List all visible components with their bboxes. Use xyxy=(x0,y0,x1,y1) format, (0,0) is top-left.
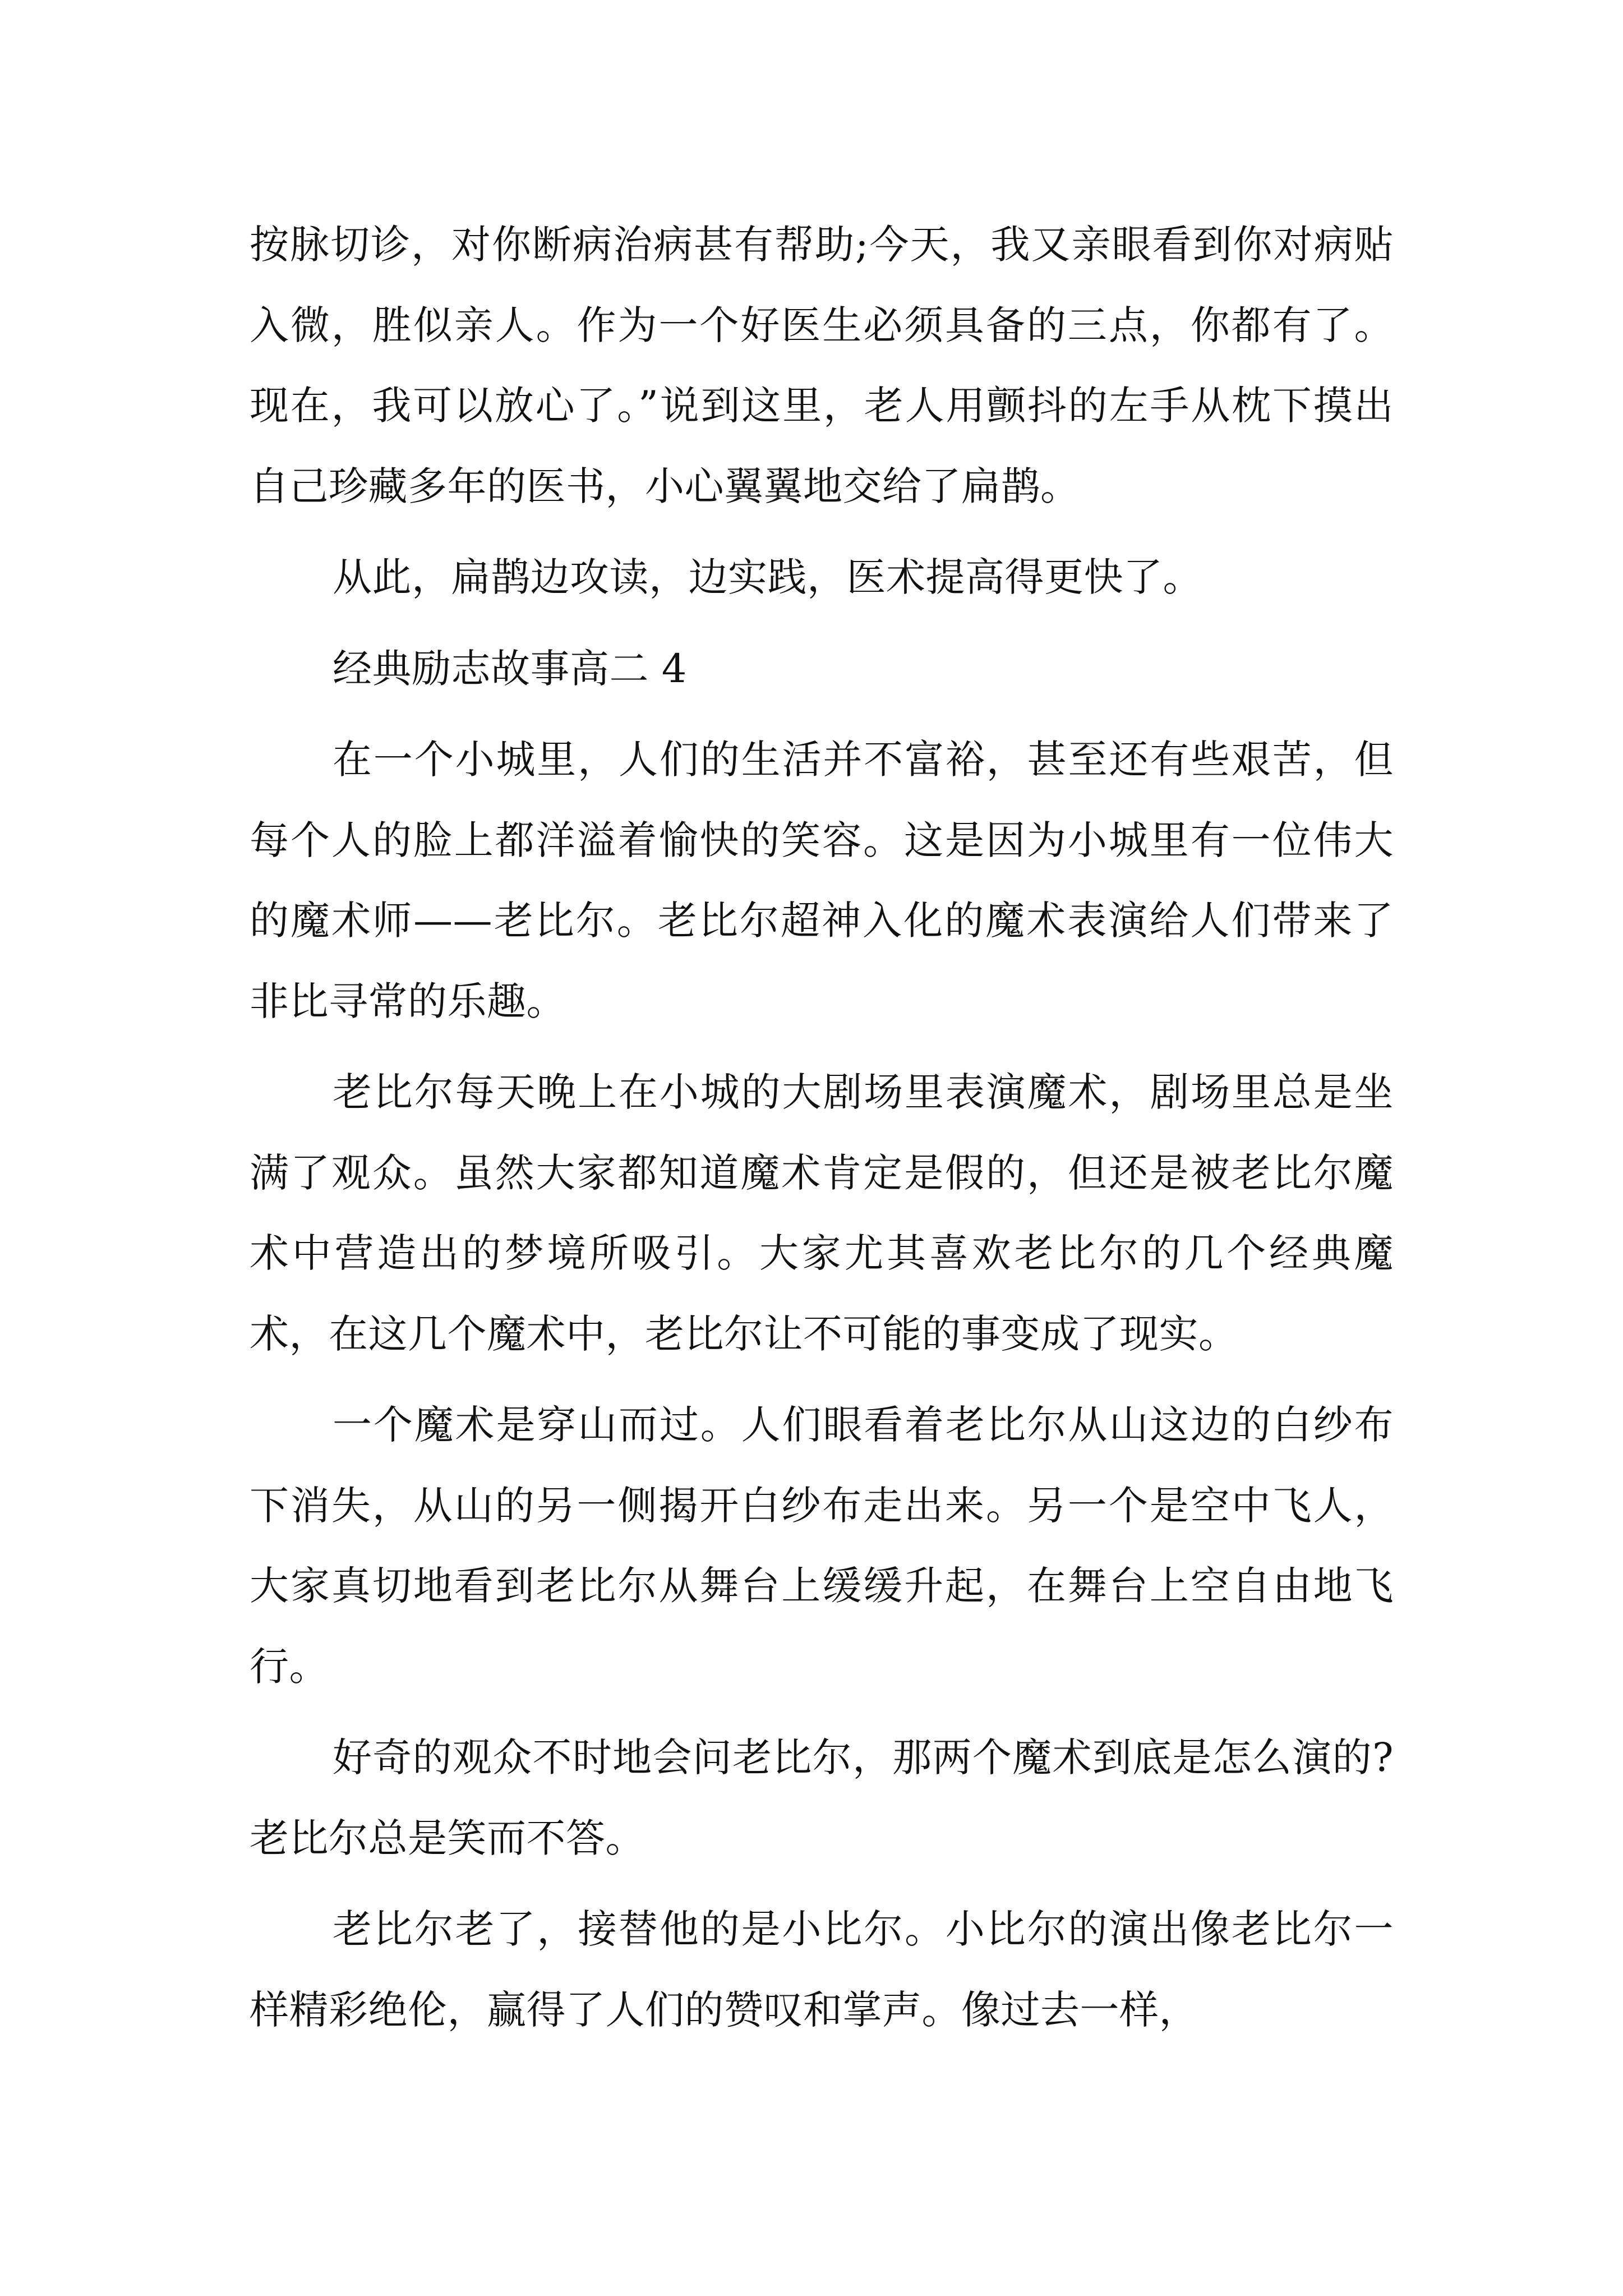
section-heading: 经典励志故事高二 4 xyxy=(333,645,687,692)
paragraph-3: 在一个小城里，人们的生活并不富裕，甚至还有些艰苦，但每个人的脸上都洋溢着愉快的笑容。这是因为小城里有一位伟大的魔术师——老比尔。老比尔超神入化的魔术表演给人们带来了非比寻常的乐趣。 xyxy=(250,737,1394,1024)
paragraph-2: 从此，扁鹊边攻读，边实践，医术提高得更快了。 xyxy=(333,554,1202,600)
paragraph-4: 老比尔每天晚上在小城的大剧场里表演魔术，剧场里总是坐满了观众。虽然大家都知道魔术肯定是假的，但还是被老比尔魔术中营造出的梦境所吸引。大家尤其喜欢老比尔的几个经典魔术，在这几个魔术中，老比尔让不可能的事变成了现实。 xyxy=(250,1069,1394,1357)
paragraph-6: 好奇的观众不时地会问老比尔，那两个魔术到底是怎么演的?老比尔总是笑而不答。 xyxy=(250,1734,1394,1861)
paragraph-5: 一个魔术是穿山而过。人们眼看着老比尔从山这边的白纱布下消失，从山的另一侧揭开白纱布走出来。另一个是空中飞人，大家真切地看到老比尔从舞台上缓缓升起，在舞台上空自由地飞行。 xyxy=(250,1402,1394,1690)
paragraph-1: 按脉切诊，对你断病治病甚有帮助;今天，我又亲眼看到你对病贴入微，胜似亲人。作为一个好医生必须具备的三点，你都有了。现在，我可以放心了。”说到这里，老人用颤抖的左手从枕下摸出自己珍藏多年的医书，小心翼翼地交给了扁鹊。 xyxy=(250,222,1394,509)
paragraph-7: 老比尔老了，接替他的是小比尔。小比尔的演出像老比尔一样精彩绝伦，赢得了人们的赞叹和掌声。像过去一样， xyxy=(250,1906,1394,2033)
document-body xyxy=(250,205,1394,2061)
